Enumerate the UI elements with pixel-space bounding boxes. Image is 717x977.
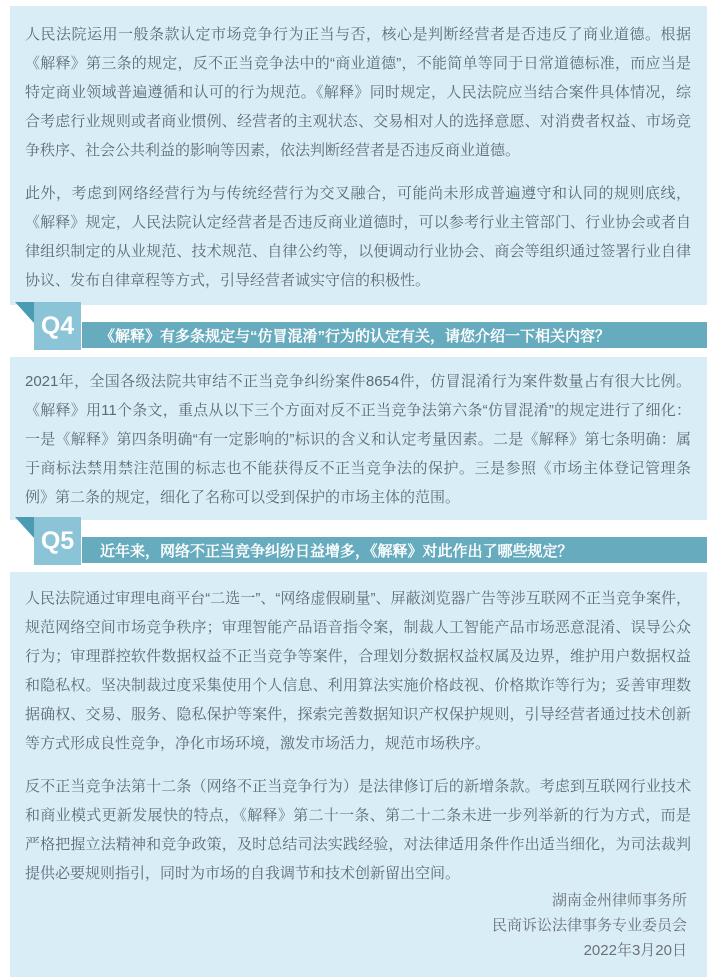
q4-badge-label: Q4: [40, 311, 75, 340]
q5-question-bar: [82, 537, 707, 563]
signature-date: 2022年3月20日: [583, 942, 687, 959]
q4-answer-paragraph: 2021年，全国各级法院共审结不正当竞争纠纷案件8654件，仿冒混淆行为案件数量占有很大比例。《解释》用11个条文，重点从以下三个方面对反不正当竞争法第六条“仿冒混淆”的规定进行了细化：一是《解释》第四条明确“有一定影响的”标识的含义和认定考量因素。二是《解释》第七条明确：属于商标法禁用禁注范围的标志也不能获得反不正当竞争法的保护。三是参照《市场主体登记管理条例》第二条的规定，细化了名称可以受到保护的市场主体的范围。: [25, 373, 691, 506]
signature-block: [25, 888, 691, 963]
q4-question-bar: [82, 322, 707, 348]
signature-committee: 民商诉讼法律事务专业委员会: [491, 917, 687, 934]
q5-answer-section: [10, 572, 707, 977]
q4-question-text: 《解释》有多条规定与“仿冒混淆”行为的认定有关，请您介绍一下相关内容？: [100, 327, 611, 345]
signature-firm: 湖南金州律师事务所: [551, 892, 687, 909]
intro-paragraph-1: 人民法院运用一般条款认定市场竞争行为正当与否，核心是判断经营者是否违反了商业道德。根据《解释》第三条的规定，反不正当竞争法中的“商业道德”，不能简单等同于日常道德标准，而应当是特定商业领域普遍遵循和认可的行为规范。《解释》同时规定，人民法院应当结合案件具体情况，综合考虑行业规则或者商业惯例、经营者的主观状态、交易相对人的选择意愿、对消费者权益、市场竞争秩序、社会公共利益的影响等因素，依法判断经营者是否违反商业道德。: [25, 26, 691, 159]
q4-badge: [34, 302, 81, 350]
q4-badge-fold-icon: [15, 302, 34, 323]
q4-answer-section: [10, 357, 707, 520]
q5-question-text: 近年来，网络不正当竞争纠纷日益增多，《解释》对此作出了哪些规定？: [100, 542, 573, 560]
q5-badge-label: Q5: [40, 526, 75, 555]
q4-header-row: [0, 305, 717, 357]
q5-answer-paragraph-2: 反不正当竞争法第十二条（网络不正当竞争行为）是法律修订后的新增条款。考虑到互联网行业技术和商业模式更新发展快的特点，《解释》第二十一条、第二十二条未进一步列举新的行为方式，而是严格把握立法精神和竞争政策，及时总结司法实践经验，对法律适用条件作出适当细化，为司法裁判提供必要规则指引，同时为市场的自我调节和技术创新留出空间。: [25, 778, 691, 882]
q5-badge: [34, 517, 81, 565]
q5-header-row: [0, 520, 717, 572]
q5-answer-paragraph-1: 人民法院通过审理电商平台“二选一”、“网络虚假刷量”、屏蔽浏览器广告等涉互联网不正当竞争案件，规范网络空间市场竞争秩序；审理智能产品语音指令案，制裁人工智能产品市场恶意混淆、误导公众行为；审理群控软件数据权益不正当竞争等案件，合理划分数据权益权属及边界，维护用户数据权益和隐私权。坚决制裁过度采集使用个人信息、利用算法实施价格歧视、价格欺诈等行为；妥善审理数据确权、交易、服务、隐私保护等案件，探索完善数据知识产权保护规则，引导经营者通过技术创新等方式形成良性竞争，净化市场环境，激发市场活力，规范市场秩序。: [25, 590, 691, 752]
intro-paragraph-2: 此外，考虑到网络经营行为与传统经营行为交叉融合，可能尚未形成普遍遵守和认同的规则底线，《解释》规定，人民法院认定经营者是否违反商业道德时，可以参考行业主管部门、行业协会或者自律组织制定的从业规范、技术规范、自律公约等，以便调动行业协会、商会等组织通过签署行业自律协议、发布自律章程等方式，引导经营者诚实守信的积极性。: [25, 185, 691, 289]
q5-badge-fold-icon: [15, 517, 34, 538]
intro-section: [10, 6, 707, 305]
